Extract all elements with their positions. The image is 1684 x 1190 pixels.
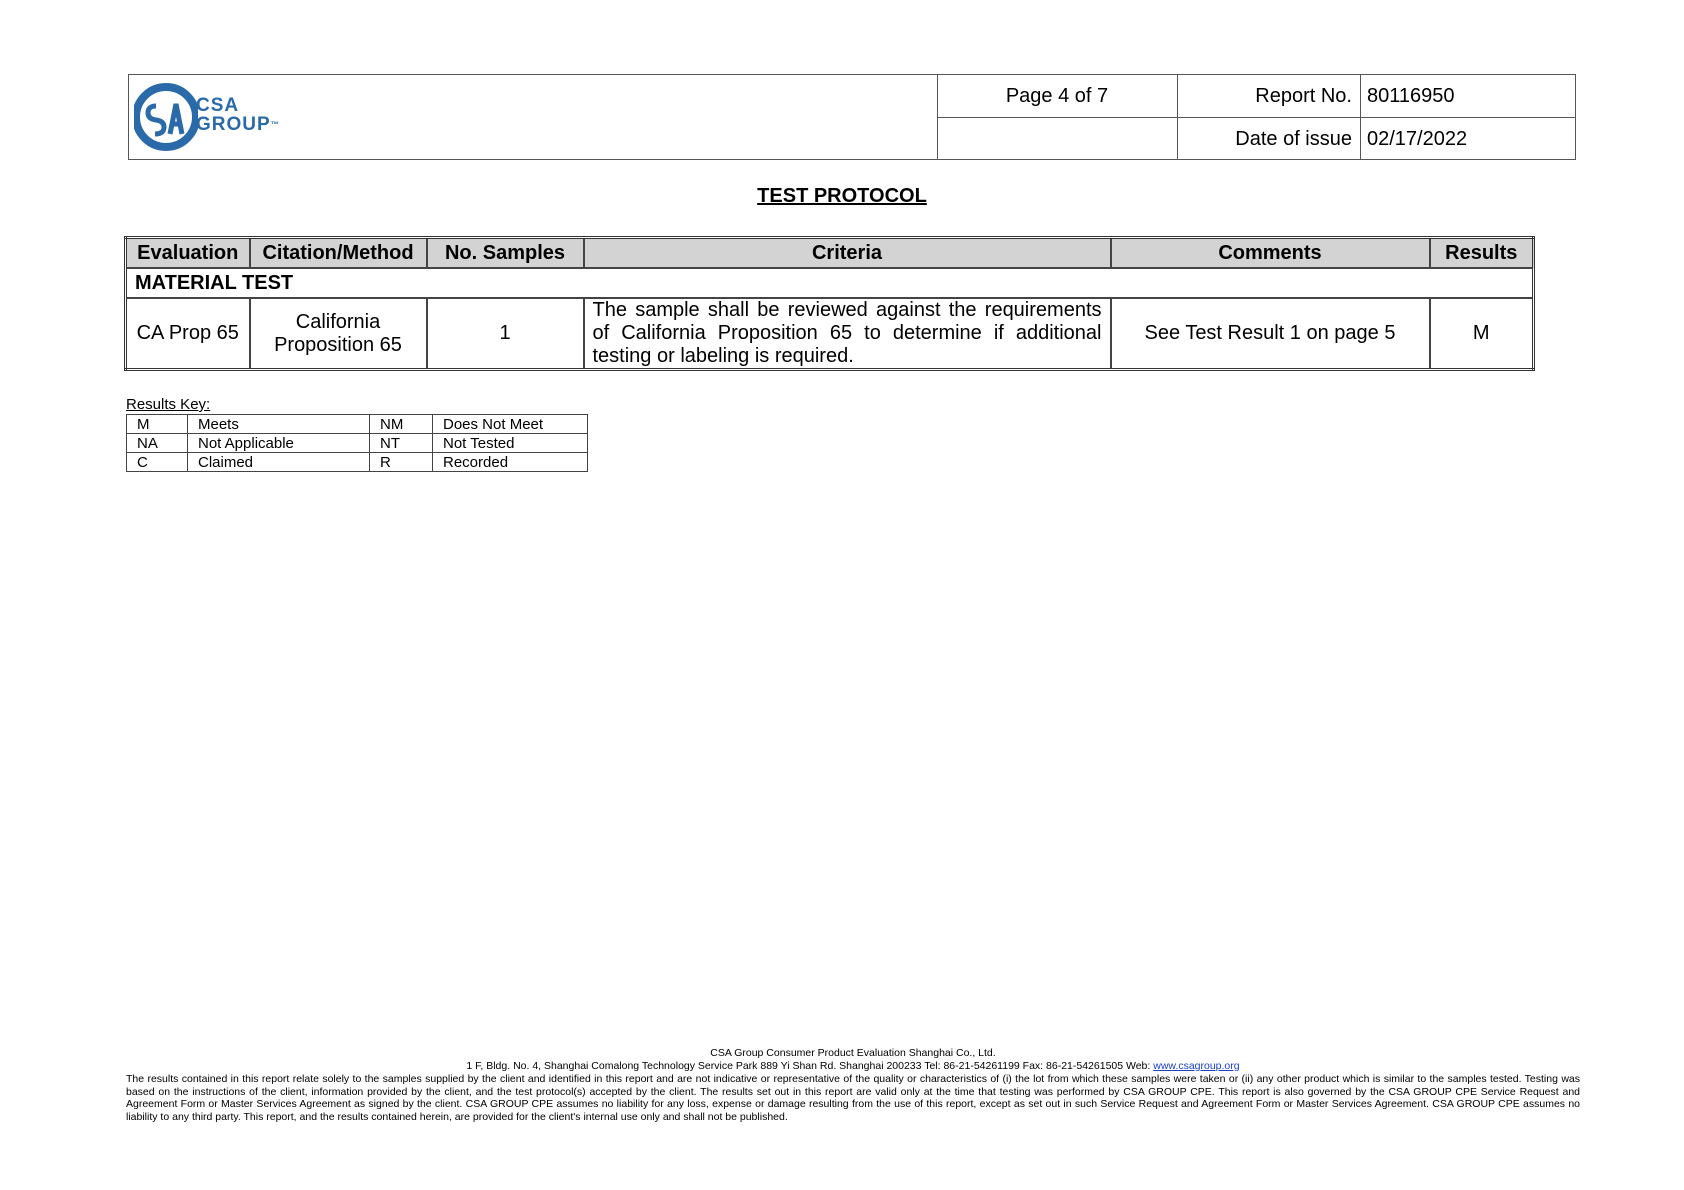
- result-cell: M: [1430, 298, 1534, 370]
- section-heading: MATERIAL TEST: [126, 268, 1534, 298]
- key-meaning: Not Tested: [433, 434, 588, 453]
- report-no-value: 80116950: [1367, 85, 1455, 107]
- key-code: C: [127, 453, 188, 472]
- key-row: [127, 415, 588, 434]
- footer-company: CSA Group Consumer Product Evaluation Shanghai Co., Ltd.: [710, 1047, 996, 1059]
- key-code: NA: [127, 434, 188, 453]
- key-code: R: [370, 453, 433, 472]
- table-row: [126, 298, 1534, 370]
- csa-seal-icon: [134, 80, 198, 154]
- column-header: Citation/Method: [250, 238, 427, 269]
- key-meaning: Claimed: [188, 453, 370, 472]
- test-protocol-table: [124, 236, 1535, 371]
- report-no-label: Report No.: [1255, 85, 1352, 107]
- key-meaning: Does Not Meet: [433, 415, 588, 434]
- evaluation-cell: CA Prop 65: [126, 298, 250, 370]
- logo-wordmark: CSA GROUP™: [196, 95, 279, 135]
- column-header: Criteria: [584, 238, 1111, 269]
- samples-cell: 1: [427, 298, 584, 370]
- citation-cell: California Proposition 65: [250, 298, 427, 370]
- csa-group-logo: [134, 80, 304, 154]
- criteria-cell: The sample shall be reviewed against the requirements of California Proposition 65 to determine if additional testing or labeling is required.: [584, 298, 1111, 370]
- footer-address: 1 F, Bldg. No. 4, Shanghai Comalong Technology Service Park 889 Yi Shan Rd. Shanghai 200233 Tel: 86-21-54261199 Fax: 86-21-54261505 Web: www.csagroup.org: [466, 1060, 1240, 1072]
- results-key-table: [126, 414, 588, 472]
- key-row: [127, 453, 588, 472]
- column-header: No. Samples: [427, 238, 584, 269]
- column-header: Results: [1430, 238, 1534, 269]
- date-of-issue-value: 02/17/2022: [1367, 128, 1468, 150]
- column-header: Evaluation: [126, 238, 250, 269]
- results-key-label: Results Key:: [126, 396, 211, 413]
- key-code: NT: [370, 434, 433, 453]
- footer-disclaimer: The results contained in this report relate solely to the samples supplied by the client and identified in this report and are not indicative or representative of the quality or characteristics of (i) the lot from which these samples were taken or (ii) any other product which is similar to the samples tested. Testing was based on the instructions of the client, information provided by the client, and the test protocol(s) accepted by the client. The results set out in this report are valid only at the time that testing was performed by CSA GROUP CPE. This report is also governed by the CSA GROUP CPE Service Request and Agreement Form or Master Services Agreement as signed by the client. CSA GROUP CPE assumes no liability for any loss, expense or damage resulting from the use of this report, except as set out in such Service Request and Agreement Form or Master Services Agreement. CSA GROUP CPE assumes no liability to any third party. This report, and the results contained herein, are provided for the client's internal use only and shall not be published.: [126, 1073, 1580, 1123]
- key-meaning: Not Applicable: [188, 434, 370, 453]
- key-code: M: [127, 415, 188, 434]
- table-header-row: [126, 238, 1534, 269]
- key-code: NM: [370, 415, 433, 434]
- key-meaning: Meets: [188, 415, 370, 434]
- website-link[interactable]: www.csagroup.org: [1153, 1060, 1240, 1072]
- column-header: Comments: [1111, 238, 1430, 269]
- date-of-issue-label: Date of issue: [1235, 128, 1352, 150]
- key-meaning: Recorded: [433, 453, 588, 472]
- page-indicator: Page 4 of 7: [1005, 85, 1109, 107]
- page-title: TEST PROTOCOL: [757, 185, 927, 207]
- comments-cell: See Test Result 1 on page 5: [1111, 298, 1430, 370]
- key-row: [127, 434, 588, 453]
- report-header: [128, 74, 1576, 160]
